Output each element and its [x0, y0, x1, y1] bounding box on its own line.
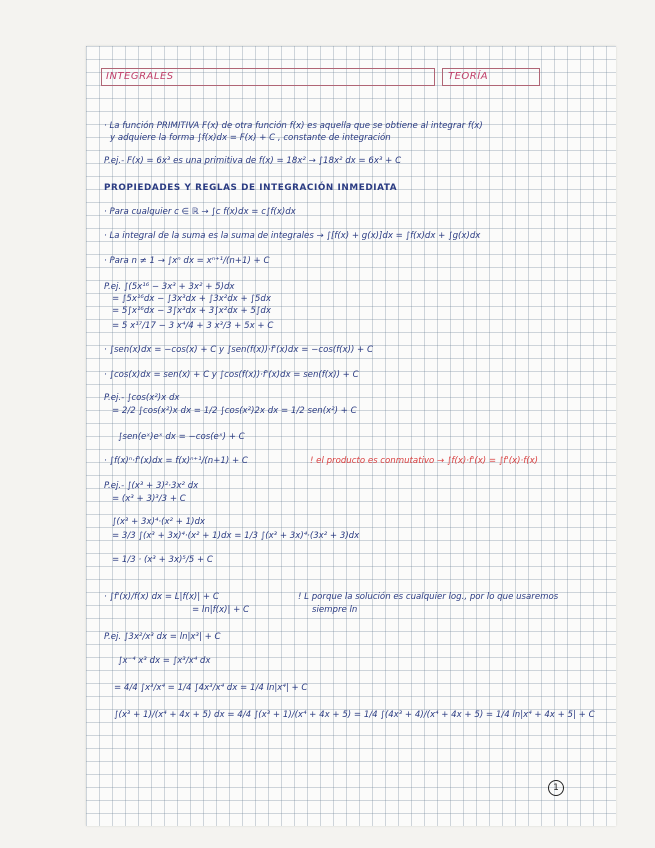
example-power-3: = 5∫x¹⁶dx − 3∫x³dx + 3∫x²dx + 5∫dx [112, 306, 271, 316]
example-chain-4: = 3/3 ∫(x³ + 3x)⁴·(x² + 1)dx = 1/3 ∫(x³ + 3x)⁴·(3x² + 3)dx [112, 531, 360, 541]
note-log-1: ! L porque la solución es cualquier log., por lo que usaremos [298, 592, 559, 602]
rule-log-2: = ln|f(x)| + C [192, 605, 250, 615]
page-number: 1 [548, 780, 564, 796]
rule-sine: · ∫sen(x)dx = −cos(x) + C y ∫sen(f(x))·f'(x)dx = −cos(f(x)) + C [104, 345, 373, 355]
example-power-1: P.ej. ∫(5x¹⁶ − 3x³ + 3x² + 5)dx [104, 282, 235, 292]
section-heading: PROPIEDADES Y REGLAS DE INTEGRACIÓN INMEDIATA [104, 183, 398, 193]
example-log-1: P.ej. ∫3x²/x³ dx = ln|x³| + C [104, 632, 221, 642]
subject-title: INTEGRALES [106, 71, 174, 82]
example-power-4: = 5 x¹⁷/17 − 3 x⁴/4 + 3 x³/3 + 5x + C [112, 321, 274, 331]
definition-line-1: · La función PRIMITIVA F(x) de otra función f(x) es aquella que se obtiene al integrar f(x) [104, 121, 483, 131]
rule-sum: · La integral de la suma es la suma de integrales → ∫[f(x) + g(x)]dx = ∫f(x)dx + ∫g(x)dx [104, 231, 481, 241]
example-log-3: = 4/4 ∫x³/x⁴ = 1/4 ∫4x³/x⁴ dx = 1/4 ln|x⁴| + C [114, 683, 308, 693]
example-cos-2: = 2/2 ∫cos(x²)x dx = 1/2 ∫cos(x²)2x dx = 1/2 sen(x²) + C [112, 406, 357, 416]
rule-constant: · Para cualquier c ∈ ℝ → ∫c f(x)dx = c∫f(x)dx [104, 207, 296, 217]
section-title: TEORÍA [448, 71, 489, 82]
example-primitive: P.ej.- F(x) = 6x³ es una primitiva de f(x) = 18x² → ∫18x² dx = 6x³ + C [104, 156, 402, 166]
definition-line-2: y adquiere la forma ∫f(x)dx = F(x) + C , constante de integración [110, 133, 391, 143]
rule-power-chain: · ∫f(x)ⁿ·f'(x)dx = f(x)ⁿ⁺¹/(n+1) + C [104, 456, 248, 466]
example-cos-1: P.ej.- ∫cos(x²)x dx [104, 393, 180, 403]
example-chain-2: = (x³ + 3)³/3 + C [112, 494, 186, 504]
rule-power: · Para n ≠ 1 → ∫xⁿ dx = xⁿ⁺¹/(n+1) + C [104, 256, 270, 266]
example-power-2: = ∫5x¹⁶dx − ∫3x³dx + ∫3x²dx + ∫5dx [112, 294, 271, 304]
rule-cosine: · ∫cos(x)dx = sen(x) + C y ∫cos(f(x))·f'(x)dx = sen(f(x)) + C [104, 370, 359, 380]
example-sen: ∫sen(eˣ)eˣ dx = −cos(eˣ) + C [118, 432, 245, 442]
example-chain-1: P.ej.- ∫(x³ + 3)²·3x² dx [104, 481, 199, 491]
note-log-2: siempre ln [312, 605, 358, 615]
example-log-4: ∫(x³ + 1)/(x⁴ + 4x + 5) dx = 4/4 ∫(x³ + 1)/(x⁴ + 4x + 5) = 1/4 ∫(4x³ + 4)/(x⁴ + 4x + 5) = 1/4 ln|x⁴ + 4x + 5| + C [114, 710, 595, 720]
note-commutative: ! el producto es conmutativo → ∫f(x)·f'(x) = ∫f'(x)·f(x) [310, 456, 539, 466]
example-chain-3: ∫(x³ + 3x)⁴·(x² + 1)dx [112, 517, 206, 527]
rule-log-1: · ∫f'(x)/f(x) dx = L|f(x)| + C [104, 592, 219, 602]
example-chain-5: = 1/3 · (x³ + 3x)⁵/5 + C [112, 555, 213, 565]
example-log-2: ∫x⁻⁴ x³ dx = ∫x³/x⁴ dx [118, 656, 211, 666]
